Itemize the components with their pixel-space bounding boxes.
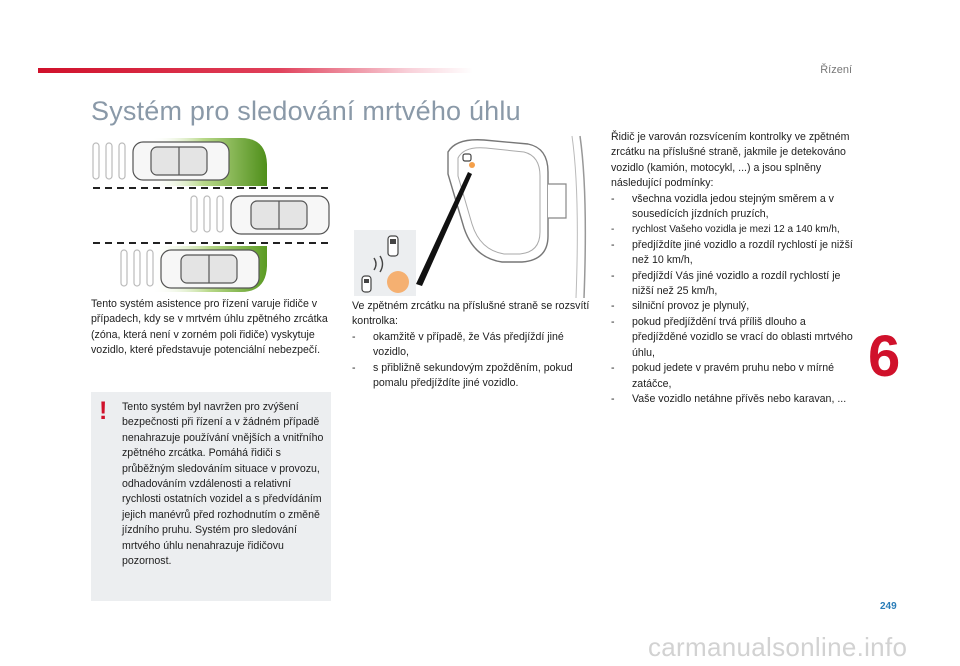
blind-spot-illustration [91, 134, 331, 296]
list-item: - okamžitě v případě, že Vás předjíždí jiné vozidlo, [352, 330, 592, 361]
mirror-indicator-illustration [352, 132, 594, 298]
section-label: Řízení [820, 64, 852, 76]
list-item: - předjíždí Vás jiné vozidlo a rozdíl rychlostí je nižší než 25 km/h, [611, 269, 861, 300]
warning-led-icon [387, 271, 409, 293]
conditions-intro: Řidič je varován rozsvícením kontrolky ve zpětném zrcátku na příslušné straně, jakmile je detekováno vozidlo (kamión, motocykl, ...) a jsou splněny následující podmínky: [611, 131, 850, 190]
list-item: - rychlost Vašeho vozidla je mezi 12 a 140 km/h, [611, 222, 861, 237]
list-item: - předjíždíte jiné vozidlo a rozdíl rychlostí je nižší než 10 km/h, [611, 238, 861, 269]
door-frame [580, 136, 585, 298]
list-item: - silniční provoz je plynulý, [611, 299, 861, 314]
car-right-lane [161, 250, 259, 288]
chapter-number: 6 [868, 324, 901, 389]
conditions-text [611, 130, 861, 407]
list-item: - pokud předjíždění trvá příliš dlouho a předjížděné vozidlo se vrací do oblasti mrtvého úhlu, [611, 315, 861, 361]
warning-icon: ! [99, 397, 108, 425]
page-number: 249 [880, 601, 897, 612]
list-item: - všechna vozidla jedou stejným směrem a v sousedících jízdních pruzích, [611, 192, 861, 223]
watermark: carmanualsonline.info [648, 632, 908, 662]
page-title: Systém pro sledování mrtvého úhlu [91, 96, 521, 126]
list-item: - Vaše vozidlo netáhne přívěs nebo karavan, ... [611, 392, 861, 407]
list-item: - pokud jedete v pravém pruhu nebo v mírné zatáčce, [611, 361, 861, 392]
mirror-intro: Ve zpětném zrcátku na příslušné straně se rozsvítí kontrolka: [352, 300, 590, 328]
warning-text: Tento systém byl navržen pro zvýšení bezpečnosti při řízení a v žádném případě nenahrazuje používání vnějších a vnitřního zpětného zrcátka. Pomáhá řidiči s průběžným sledováním situace v provozu, odhadováním vzdálenosti a relativní rychlosti ostatních vozidel a s předvídáním jejich manévrů před rozhodnutím o změně jízdního pruhu. Systém pro sledování mrtvého úhlu nenahrazuje řidičovu pozornost. [122, 401, 324, 568]
mirror-led-icon [469, 162, 475, 168]
header-accent-bar [38, 68, 473, 73]
conditions-list [611, 192, 861, 408]
mirror-conditions-list [352, 330, 592, 392]
list-item: - s přibližně sekundovým zpožděním, pokud pomalu předjíždíte jiné vozidlo. [352, 361, 592, 392]
own-car [231, 196, 329, 234]
intro-paragraph: Tento systém asistence pro řízení varuje řidiče v případech, kdy se v mrtvém úhlu zpětného zrcátka (zóna, která není v zorném poli řidiče) vyskytuje vozidlo, které představuje potenciální nebezpečí. [91, 298, 328, 357]
mirror-indicator-text [352, 299, 592, 391]
car-left-lane [133, 142, 229, 180]
